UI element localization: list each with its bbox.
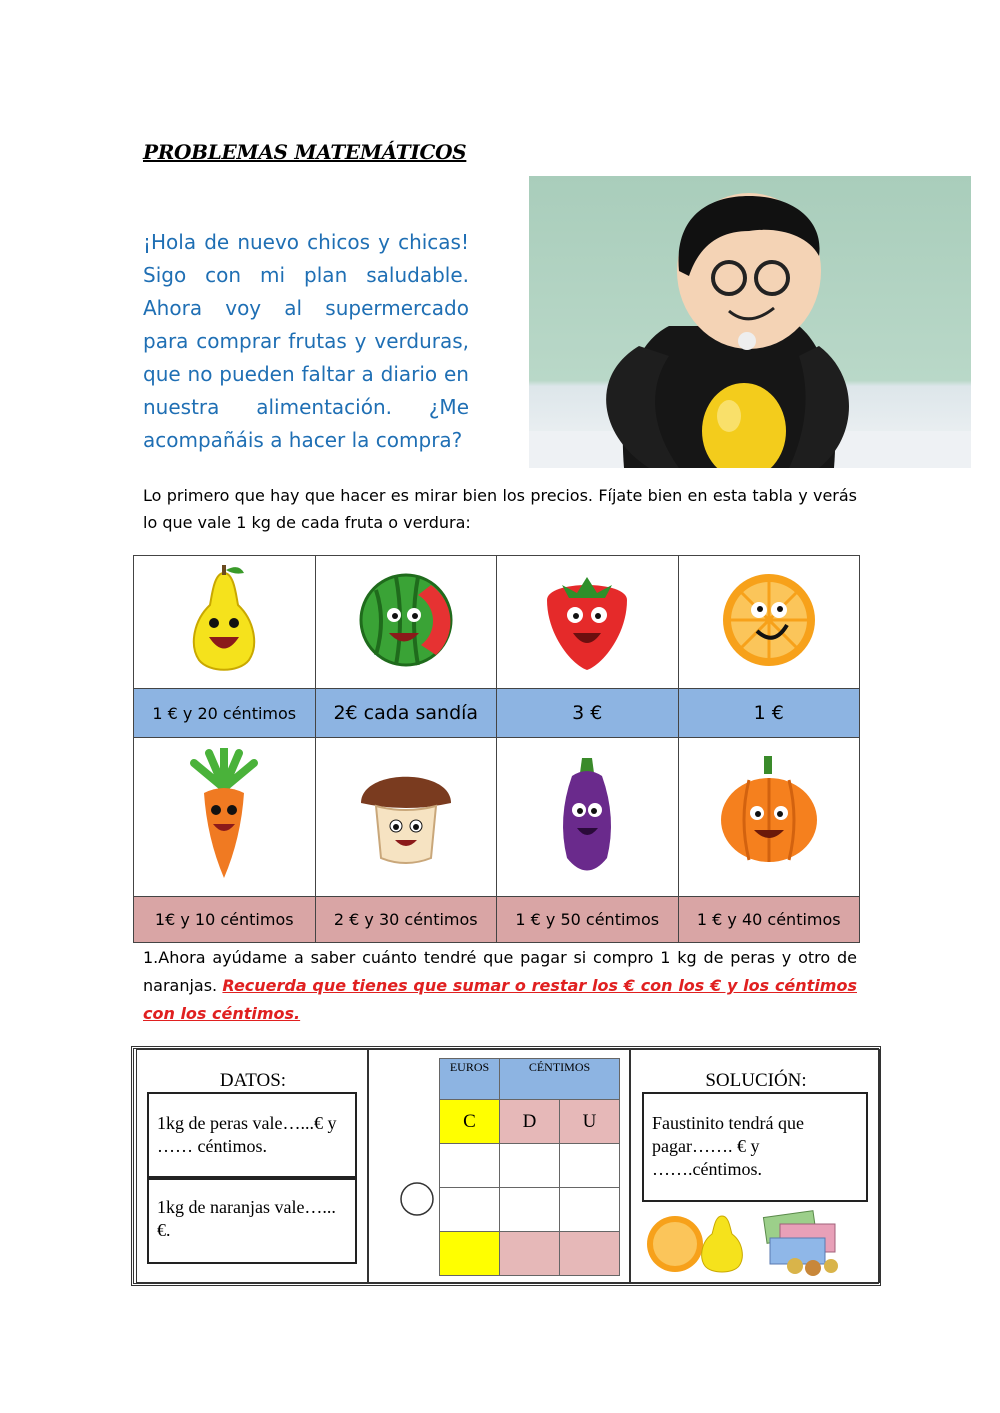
grid-cell[interactable] xyxy=(440,1144,500,1188)
grid-cell[interactable] xyxy=(560,1188,620,1232)
strawberry-image-cell xyxy=(497,556,679,689)
datos-label: DATOS: xyxy=(219,1070,287,1091)
result-cell-u[interactable] xyxy=(560,1232,620,1276)
price-table xyxy=(133,555,860,943)
pear-image-cell xyxy=(134,556,316,689)
operation-circle-icon[interactable] xyxy=(399,1181,435,1217)
intro-text: ¡Hola de nuevo chicos y chicas! Sigo con mi plan saludable. Ahora voy al supermercado para comprar frutas y verduras, que no pueden faltar a diario en nuestra alimentación. ¿Me acompañáis a hacer la compra? xyxy=(143,230,469,452)
col-c-header: C xyxy=(440,1100,500,1144)
pumpkin-icon xyxy=(714,748,824,883)
watermelon-image-cell xyxy=(315,556,497,689)
result-cell-c[interactable] xyxy=(440,1232,500,1276)
watermelon-icon xyxy=(356,565,456,675)
question-reminder: Recuerda que tienes que sumar o restar los € con los € y los céntimos con los céntimos. xyxy=(143,976,857,1023)
question-text: 1.Ahora ayúdame a saber cuánto tendré que pagar si compro 1 kg de peras y otro de naranjas. xyxy=(143,948,857,995)
doll-photo xyxy=(529,176,971,468)
page-title: PROBLEMAS MATEMÁTICOS xyxy=(143,140,467,164)
carrot-icon xyxy=(169,748,279,883)
orange-icon xyxy=(719,565,819,675)
price-carrot: 1€ y 10 céntimos xyxy=(134,897,316,943)
price-strawberry: 3 € xyxy=(497,689,679,738)
price-pear: 1 € y 20 céntimos xyxy=(134,689,316,738)
mushroom-image-cell xyxy=(315,738,497,897)
datos-item-oranges: 1kg de naranjas vale…...€. xyxy=(147,1178,357,1264)
pumpkin-image-cell xyxy=(678,738,860,897)
price-watermelon: 2€ cada sandía xyxy=(315,689,497,738)
datos-panel xyxy=(136,1049,368,1283)
eggplant-image-cell xyxy=(497,738,679,897)
money-fruits-icon xyxy=(645,1210,871,1276)
centimos-header: CÉNTIMOS xyxy=(500,1059,620,1100)
price-orange: 1 € xyxy=(678,689,860,738)
grid-cell[interactable] xyxy=(500,1188,560,1232)
grid-cell[interactable] xyxy=(440,1188,500,1232)
solucion-panel xyxy=(630,1049,880,1283)
calculation-grid xyxy=(439,1058,620,1276)
question-1 xyxy=(143,944,857,1028)
col-u-header: U xyxy=(560,1100,620,1144)
orange-image-cell xyxy=(678,556,860,689)
result-cell-d[interactable] xyxy=(500,1232,560,1276)
price-eggplant: 1 € y 50 céntimos xyxy=(497,897,679,943)
instructions-paragraph: Lo primero que hay que hacer es mirar bien los precios. Fíjate bien en esta tabla y verás lo que vale 1 kg de cada fruta o verdura: xyxy=(143,486,857,532)
price-pumpkin: 1 € y 40 céntimos xyxy=(678,897,860,943)
price-mushroom: 2 € y 30 céntimos xyxy=(315,897,497,943)
col-d-header: D xyxy=(500,1100,560,1144)
eggplant-icon xyxy=(532,748,642,883)
carrot-image-cell xyxy=(134,738,316,897)
pear-icon xyxy=(174,565,274,675)
mushroom-icon xyxy=(351,748,461,883)
solucion-label: SOLUCIÓN: xyxy=(705,1070,807,1091)
solucion-text: Faustinito tendrá que pagar……. € y …….céntimos. xyxy=(642,1092,868,1202)
datos-item-pears: 1kg de peras vale…...€ y …… céntimos. xyxy=(147,1092,357,1178)
strawberry-icon xyxy=(537,565,637,675)
euros-header: EUROS xyxy=(440,1059,500,1100)
grid-cell[interactable] xyxy=(560,1144,620,1188)
grid-cell[interactable] xyxy=(500,1144,560,1188)
